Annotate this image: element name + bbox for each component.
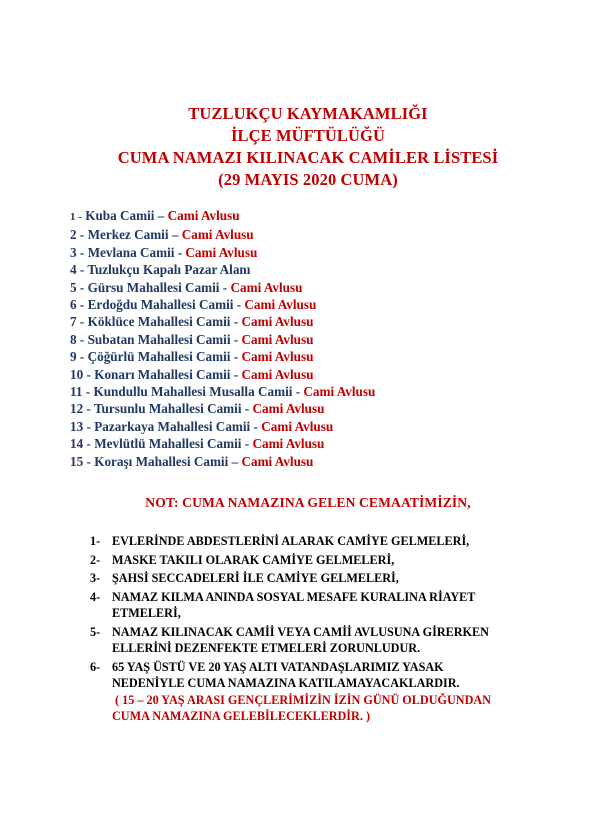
mosque-list-item	[70, 331, 375, 348]
mosque-list-item	[70, 366, 375, 383]
notice-rule	[90, 570, 590, 587]
mosque-number: 6 -	[70, 297, 85, 313]
notice-rule	[90, 552, 590, 569]
rule-text-line: NAMAZ KILMA ANINDA SOSYAL MESAFE KURALINA RİAYET	[112, 589, 476, 604]
rule-text-line: ŞAHSİ SECCADELERİ İLE CAMİYE GELMELERİ,	[112, 571, 399, 585]
mosque-location: Cami Avlusu	[303, 384, 376, 400]
notice-rules-list	[90, 533, 590, 725]
mosque-separator: -	[241, 436, 253, 452]
mosque-number: 14 -	[70, 436, 91, 452]
rule-number: 3-	[90, 571, 101, 585]
rule-note-line: ( 15 – 20 YAŞ ARASI GENÇLERİMİZİN İZİN GÜNÜ OLDUĞUNDAN	[112, 692, 491, 707]
mosque-list-item	[70, 383, 375, 400]
mosque-name: Tursunlu Mahallesi Camii	[93, 401, 242, 417]
mosque-number: 13 -	[70, 418, 91, 434]
mosque-location: Cami Avlusu	[241, 366, 314, 382]
mosque-list-item	[70, 313, 375, 330]
mosque-separator: -	[233, 297, 245, 313]
notice-rule	[90, 589, 590, 622]
title-mufti-office: İLÇE MÜFTÜLÜĞÜ	[230, 126, 386, 145]
mosque-separator: –	[228, 453, 242, 469]
mosque-number: 11 -	[70, 384, 91, 400]
rule-number: 2-	[90, 552, 101, 567]
mosque-location: Cami Avlusu	[261, 418, 334, 434]
rule-text-line: NAMAZ KILINACAK CAMİİ VEYA CAMİİ AVLUSUNA GİRERKEN	[112, 624, 489, 639]
mosque-list-item	[70, 207, 375, 226]
mosque-separator: –	[168, 227, 182, 243]
mosque-number: 15 -	[70, 453, 91, 469]
notice-title: NOT: CUMA NAMAZINA GELEN CEMAATİMİZİN,	[145, 495, 471, 510]
mosque-separator: -	[230, 331, 242, 347]
mosque-separator: -	[174, 244, 186, 260]
mosque-name: Çöğürlü Mahallesi Camii	[87, 349, 231, 365]
mosque-location: Cami Avlusu	[241, 314, 314, 330]
mosque-number: 8 -	[70, 331, 85, 347]
title-date: (29 MAYIS 2020 CUMA)	[218, 170, 398, 189]
mosque-separator: -	[241, 401, 253, 417]
mosque-name: Köklüce Mahallesi Camii	[87, 314, 231, 330]
rule-number: 1-	[90, 534, 101, 548]
mosque-number: 9 -	[70, 349, 85, 365]
mosque-location: Cami Avlusu	[252, 401, 325, 417]
mosque-separator: -	[250, 418, 262, 434]
mosque-name: Koraşı Mahallesi Camii	[94, 453, 229, 469]
mosque-list-item	[70, 418, 375, 435]
mosque-name: Gürsu Mahallesi Camii	[87, 279, 220, 295]
notice-rule	[90, 659, 590, 725]
mosque-location: Cami Avlusu	[241, 349, 314, 365]
mosque-number: 1 -	[70, 211, 82, 223]
rule-number: 5-	[90, 624, 101, 639]
notice-rule	[90, 624, 590, 657]
mosque-list-item	[70, 226, 375, 243]
mosque-list	[70, 207, 375, 470]
mosque-list-item	[70, 348, 375, 365]
mosque-location: Cami Avlusu	[244, 297, 317, 313]
rule-text-line: ETMELERİ,	[112, 606, 181, 620]
mosque-list-item	[70, 261, 375, 278]
mosque-list-item	[70, 435, 375, 452]
mosque-name: Kundullu Mahallesi Musalla Camii	[93, 384, 293, 400]
mosque-number: 4 -	[70, 262, 85, 278]
mosque-location: Cami Avlusu	[241, 453, 314, 469]
title-governorship: TUZLUKÇU KAYMAKAMLIĞI	[188, 104, 428, 123]
mosque-separator: –	[154, 208, 168, 223]
mosque-list-item	[70, 296, 375, 313]
rule-text-line: 65 YAŞ ÜSTÜ VE 20 YAŞ ALTI VATANDAŞLARIMIZ YASAK	[112, 659, 444, 674]
rule-number: 6-	[90, 659, 101, 674]
notice-rule	[90, 533, 590, 550]
mosque-number: 12 -	[70, 401, 91, 417]
mosque-list-item	[70, 279, 375, 296]
mosque-separator: -	[230, 349, 242, 365]
mosque-name: Subatan Mahallesi Camii	[87, 331, 231, 347]
title-list-heading: CUMA NAMAZI KILINACAK CAMİLER LİSTESİ	[117, 148, 499, 167]
mosque-location: Cami Avlusu	[252, 436, 325, 452]
mosque-separator: -	[219, 279, 231, 295]
mosque-name: Mevlütlü Mahallesi Camii	[94, 436, 242, 452]
rule-text-line: NEDENİYLE CUMA NAMAZINA KATILAMAYACAKLARDIR.	[112, 676, 460, 690]
mosque-list-item	[70, 453, 375, 470]
mosque-number: 7 -	[70, 314, 85, 330]
rule-note-line: CUMA NAMAZINA GELEBİLECEKLERDİR. )	[112, 709, 371, 723]
mosque-location: Cami Avlusu	[181, 227, 254, 243]
mosque-location: Cami Avlusu	[230, 279, 303, 295]
mosque-location: Cami Avlusu	[185, 244, 258, 260]
mosque-number: 3 -	[70, 244, 85, 260]
mosque-name: Merkez Camii	[87, 227, 169, 243]
mosque-name: Kuba Camii	[85, 208, 155, 223]
mosque-location: Cami Avlusu	[167, 208, 240, 223]
mosque-name: Pazarkaya Mahallesi Camii	[94, 418, 251, 434]
mosque-separator: -	[230, 366, 242, 382]
rule-text-line: ELLERİNİ DEZENFEKTE ETMELERİ ZORUNLUDUR.	[112, 641, 421, 655]
mosque-name: Mevlana Camii	[87, 244, 175, 260]
rule-number: 4-	[90, 589, 101, 604]
mosque-name: Tuzlukçu Kapalı Pazar Alanı	[87, 262, 251, 278]
mosque-separator: -	[292, 384, 304, 400]
rule-text-line: EVLERİNDE ABDESTLERİNİ ALARAK CAMİYE GELMELERİ,	[112, 534, 470, 548]
mosque-number: 10 -	[70, 366, 91, 382]
mosque-name: Erdoğdu Mahallesi Camii	[87, 297, 234, 313]
mosque-separator: -	[230, 314, 242, 330]
rule-text-line: MASKE TAKILI OLARAK CAMİYE GELMELERİ,	[112, 552, 395, 567]
mosque-list-item	[70, 244, 375, 261]
mosque-number: 5 -	[70, 279, 85, 295]
mosque-location: Cami Avlusu	[241, 331, 314, 347]
mosque-number: 2 -	[70, 227, 85, 243]
mosque-list-item	[70, 400, 375, 417]
mosque-name: Konarı Mahallesi Camii	[94, 366, 231, 382]
